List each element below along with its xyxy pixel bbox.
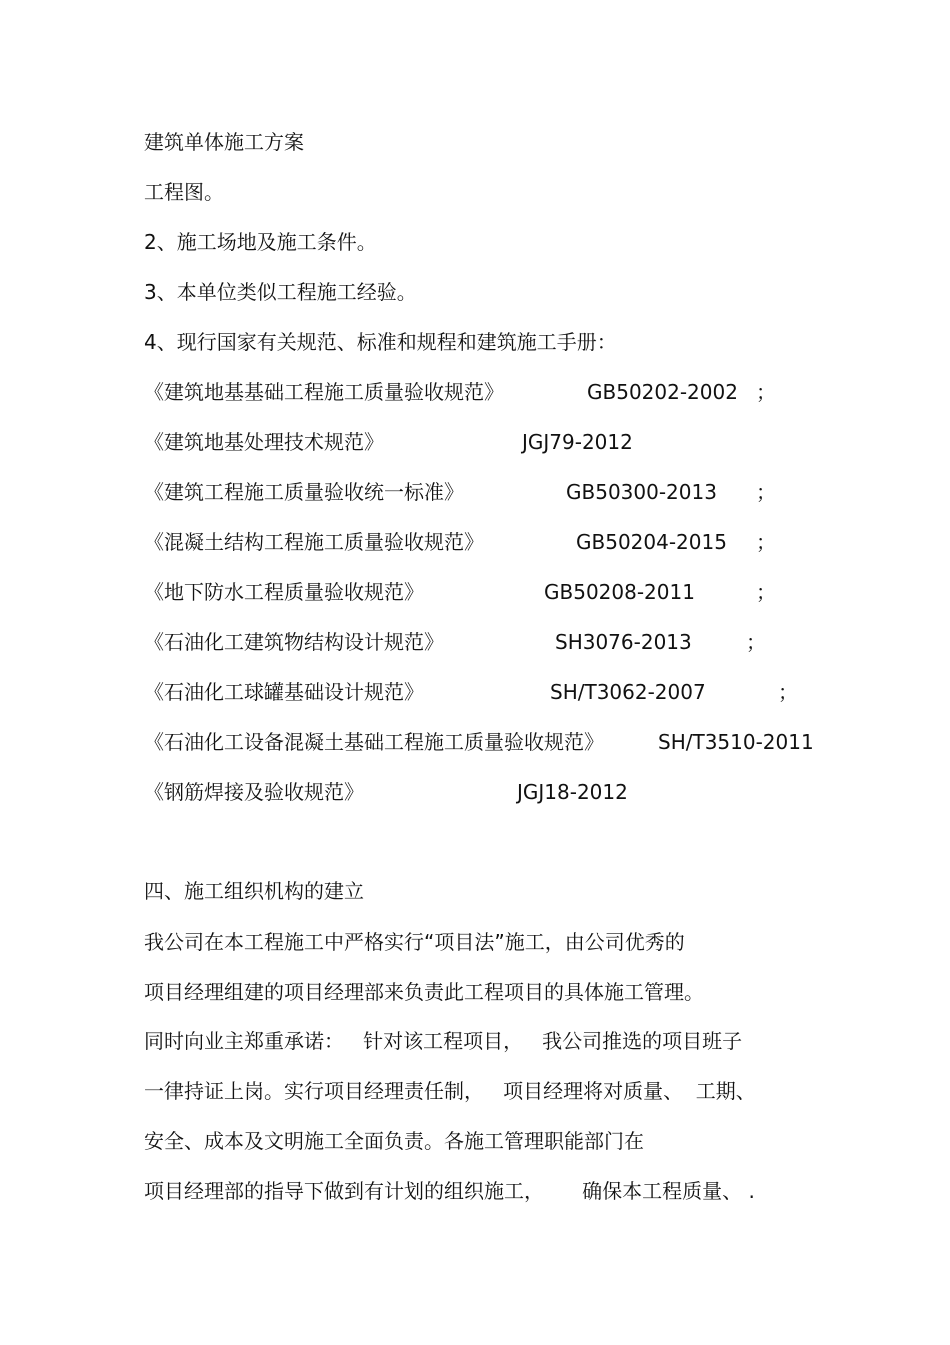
standard-title: 《地下防水工程质量验收规范》 bbox=[144, 580, 424, 604]
paragraph-line: 安全、成本及文明施工全面负责。各施工管理职能部门在 bbox=[144, 1129, 644, 1153]
paragraph-line: 项目经理部的指导下做到有计划的组织施工， 确保本工程质量、 . bbox=[144, 1179, 755, 1203]
standard-code: JGJ18-2012 bbox=[517, 780, 628, 804]
standard-code: SH3076-2013 bbox=[555, 630, 692, 654]
standard-code: GB50208-2011 bbox=[544, 580, 695, 604]
standard-code: GB50202-2002 bbox=[587, 380, 738, 404]
standard-title: 《钢筋焊接及验收规范》 bbox=[144, 780, 364, 804]
list-item: 2、施工场地及施工条件。 bbox=[144, 230, 377, 254]
paragraph-line: 一律持证上岗。实行项目经理责任制， 项目经理将对质量、 工期、 bbox=[144, 1079, 756, 1103]
standard-separator: ； bbox=[756, 530, 776, 554]
section-title: 四、施工组织机构的建立 bbox=[144, 879, 364, 903]
standard-title: 《建筑工程施工质量验收统一标准》 bbox=[144, 480, 464, 504]
standard-separator: ； bbox=[778, 680, 798, 704]
standard-title: 《建筑地基基础工程施工质量验收规范》 bbox=[144, 380, 504, 404]
standard-code: GB50204-2015 bbox=[576, 530, 727, 554]
list-item: 3、本单位类似工程施工经验。 bbox=[144, 280, 417, 304]
paragraph-line: 我公司在本工程施工中严格实行“项目法”施工，由公司优秀的 bbox=[144, 930, 685, 954]
standard-title: 《混凝土结构工程施工质量验收规范》 bbox=[144, 530, 484, 554]
standard-title: 《建筑地基处理技术规范》 bbox=[144, 430, 384, 454]
standard-title: 《石油化工建筑物结构设计规范》 bbox=[144, 630, 444, 654]
standard-code: SH/T3510-2011 bbox=[658, 730, 814, 754]
paragraph-line: 同时向业主郑重承诺： 针对该工程项目， 我公司推选的项目班子 bbox=[144, 1029, 743, 1053]
paragraph-line: 项目经理组建的项目经理部来负责此工程项目的具体施工管理。 bbox=[144, 980, 704, 1004]
list-item: 工程图。 bbox=[144, 180, 224, 204]
document-header: 建筑单体施工方案 bbox=[144, 130, 304, 154]
standard-title: 《石油化工球罐基础设计规范》 bbox=[144, 680, 424, 704]
standard-separator: ； bbox=[746, 630, 766, 654]
standard-separator: ； bbox=[756, 480, 776, 504]
standard-separator: ； bbox=[756, 380, 776, 404]
list-item: 4、现行国家有关规范、标准和规程和建筑施工手册： bbox=[144, 330, 617, 354]
standard-title: 《石油化工设备混凝土基础工程施工质量验收规范》 bbox=[144, 730, 604, 754]
standard-code: GB50300-2013 bbox=[566, 480, 717, 504]
standard-code: SH/T3062-2007 bbox=[550, 680, 706, 704]
standard-separator: ； bbox=[756, 580, 776, 604]
standard-code: JGJ79-2012 bbox=[522, 430, 633, 454]
